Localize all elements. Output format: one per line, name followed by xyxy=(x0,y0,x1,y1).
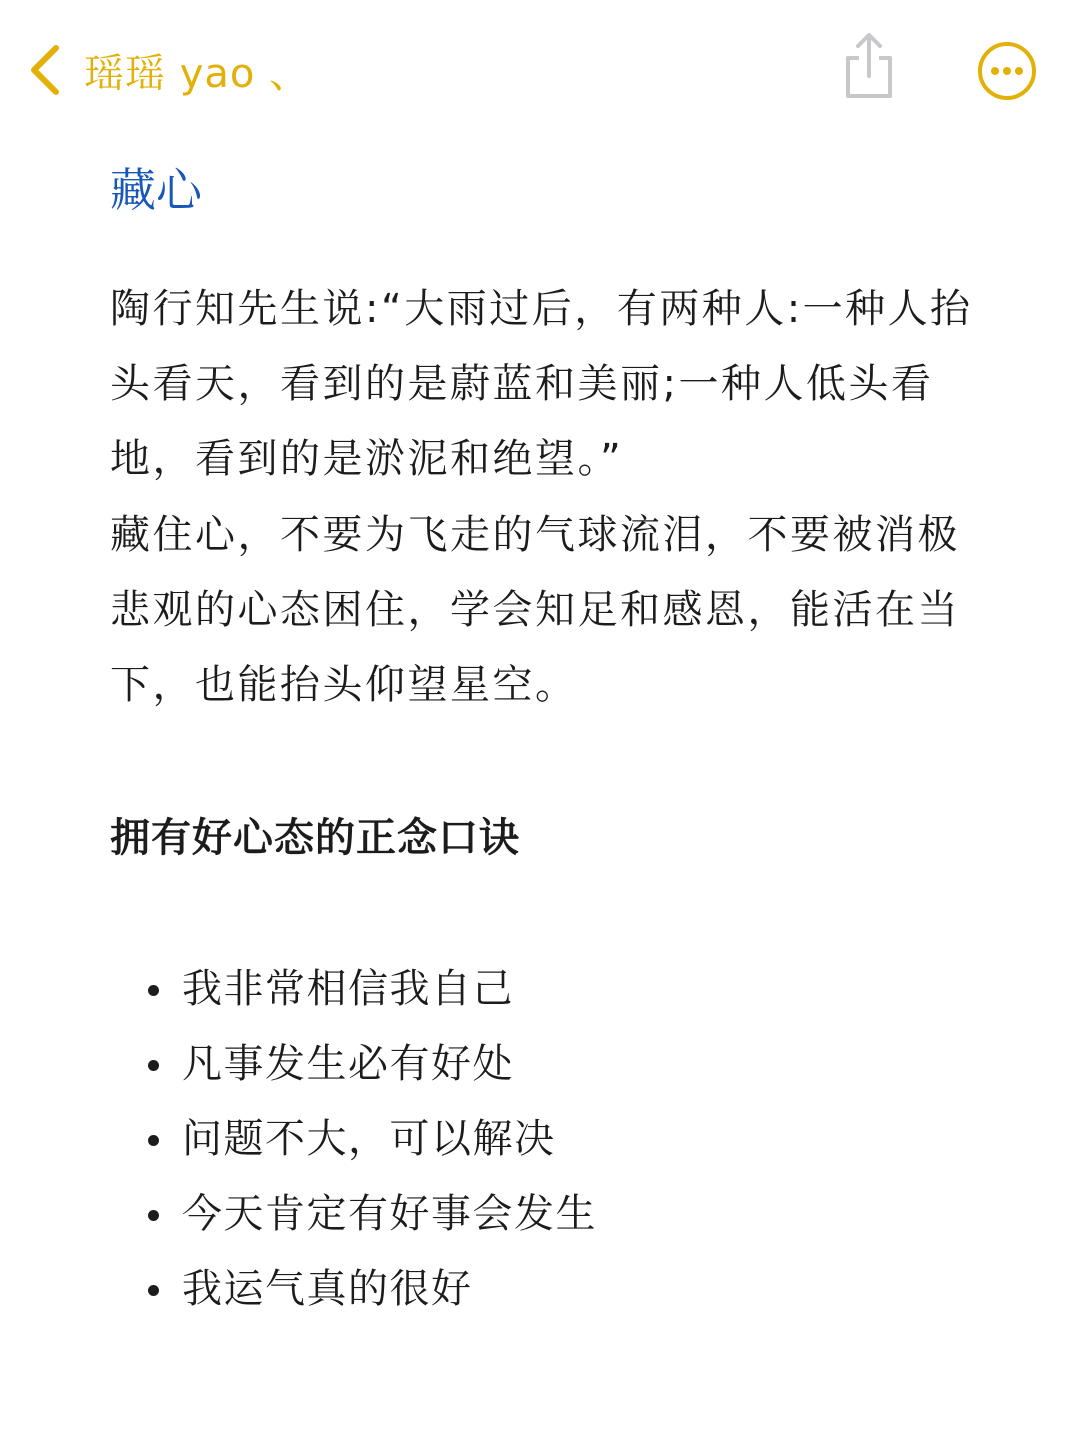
bullet-dot-icon xyxy=(148,1285,159,1296)
bullet-dot-icon xyxy=(148,1060,159,1071)
list-item-text: 我非常相信我自己 xyxy=(182,966,514,1012)
more-options-button[interactable] xyxy=(976,40,1038,102)
note-title: 藏心 xyxy=(110,163,202,217)
bullet-dot-icon xyxy=(148,985,159,996)
back-button[interactable] xyxy=(28,38,310,102)
list-item-text: 问题不大，可以解决 xyxy=(182,1116,556,1162)
more-icon xyxy=(976,40,1038,102)
list-item-text: 凡事发生必有好处 xyxy=(182,1041,514,1087)
share-button[interactable] xyxy=(838,30,900,102)
bullet-dot-icon xyxy=(148,1135,159,1146)
chevron-left-icon xyxy=(28,44,62,96)
section-heading: 拥有好心态的正念口诀 xyxy=(110,815,520,861)
back-label: 瑶瑶 yao 、 xyxy=(84,50,311,97)
list-item xyxy=(148,1102,597,1177)
list-item xyxy=(148,1027,597,1102)
list-item-text: 今天肯定有好事会发生 xyxy=(182,1191,597,1237)
list-item xyxy=(148,952,597,1027)
bullet-list xyxy=(148,952,597,1327)
list-item xyxy=(148,1252,597,1327)
navigation-bar xyxy=(0,0,1080,140)
paragraph-reflection: 藏住心，不要为飞走的气球流泪，不要被消极悲观的心态困住，学会知足和感恩，能活在当下，也能抬头仰望星空。 xyxy=(110,512,960,708)
paragraph-quote: 陶行知先生说:“大雨过后，有两种人:一种人抬头看天，看到的是蔚蓝和美丽;一种人低头看地，看到的是淤泥和绝望。” xyxy=(110,286,973,482)
list-item-text: 我运气真的很好 xyxy=(182,1266,473,1312)
share-icon xyxy=(838,30,900,102)
list-item xyxy=(148,1177,597,1252)
bullet-dot-icon xyxy=(148,1210,159,1221)
